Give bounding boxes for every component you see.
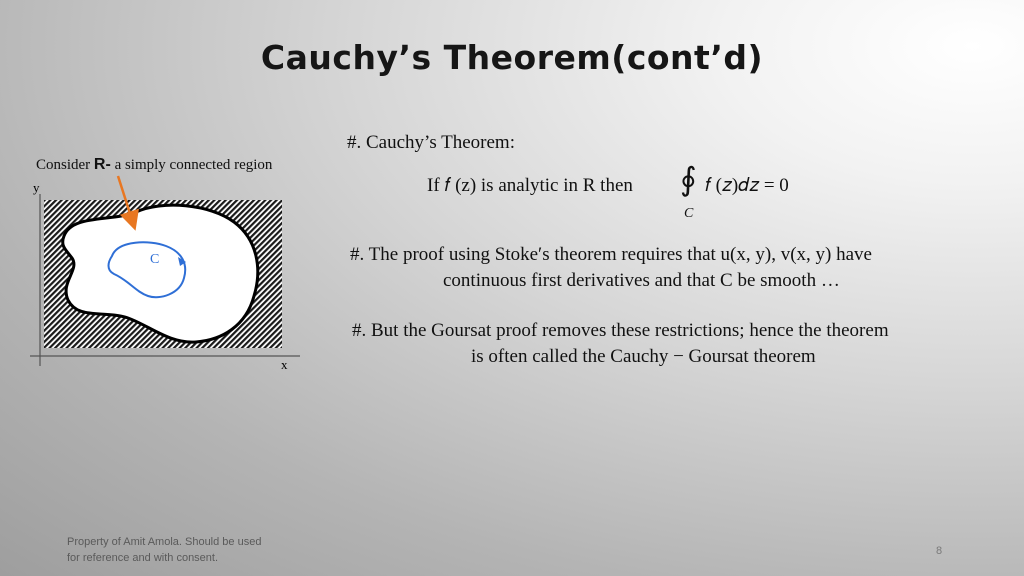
axis-y-label: y — [33, 180, 40, 195]
contour-integral-sign: ∮ — [680, 160, 697, 198]
region-caption-prefix: Consider — [36, 157, 94, 173]
region-caption-suffix: a simply connected region — [110, 157, 273, 173]
goursat-line-2: is often called the Cauchy − Goursat theorem — [471, 346, 816, 367]
goursat-line-1: #. But the Goursat proof removes these restrictions; hence the theorem — [352, 320, 889, 341]
proof-note-line-1: #. The proof using Stoke′s theorem requires that u(x, y), v(x, y) have — [350, 244, 872, 265]
slide-title: Cauchy’s Theorem(cont’d) — [260, 38, 764, 77]
axis-x-label: x — [281, 357, 288, 372]
footer-line-2: for reference and with consent. — [67, 552, 219, 564]
footer-line-1: Property of Amit Amola. Should be used — [67, 536, 262, 548]
page-number: 8 — [936, 545, 943, 557]
theorem-statement: If 𝑓 (z) is analytic in R then — [427, 175, 633, 196]
integral-subscript: C — [684, 206, 694, 221]
theorem-heading: #. Cauchy’s Theorem: — [347, 132, 515, 153]
contour-label: C — [150, 252, 160, 267]
integral-expression: 𝑓 (𝑧)𝑑𝑧 = 0 — [705, 175, 789, 196]
proof-note-line-2: continuous first derivatives and that C be smooth … — [443, 270, 840, 291]
footer-notice — [67, 534, 261, 566]
region-symbol: R- — [93, 156, 111, 173]
